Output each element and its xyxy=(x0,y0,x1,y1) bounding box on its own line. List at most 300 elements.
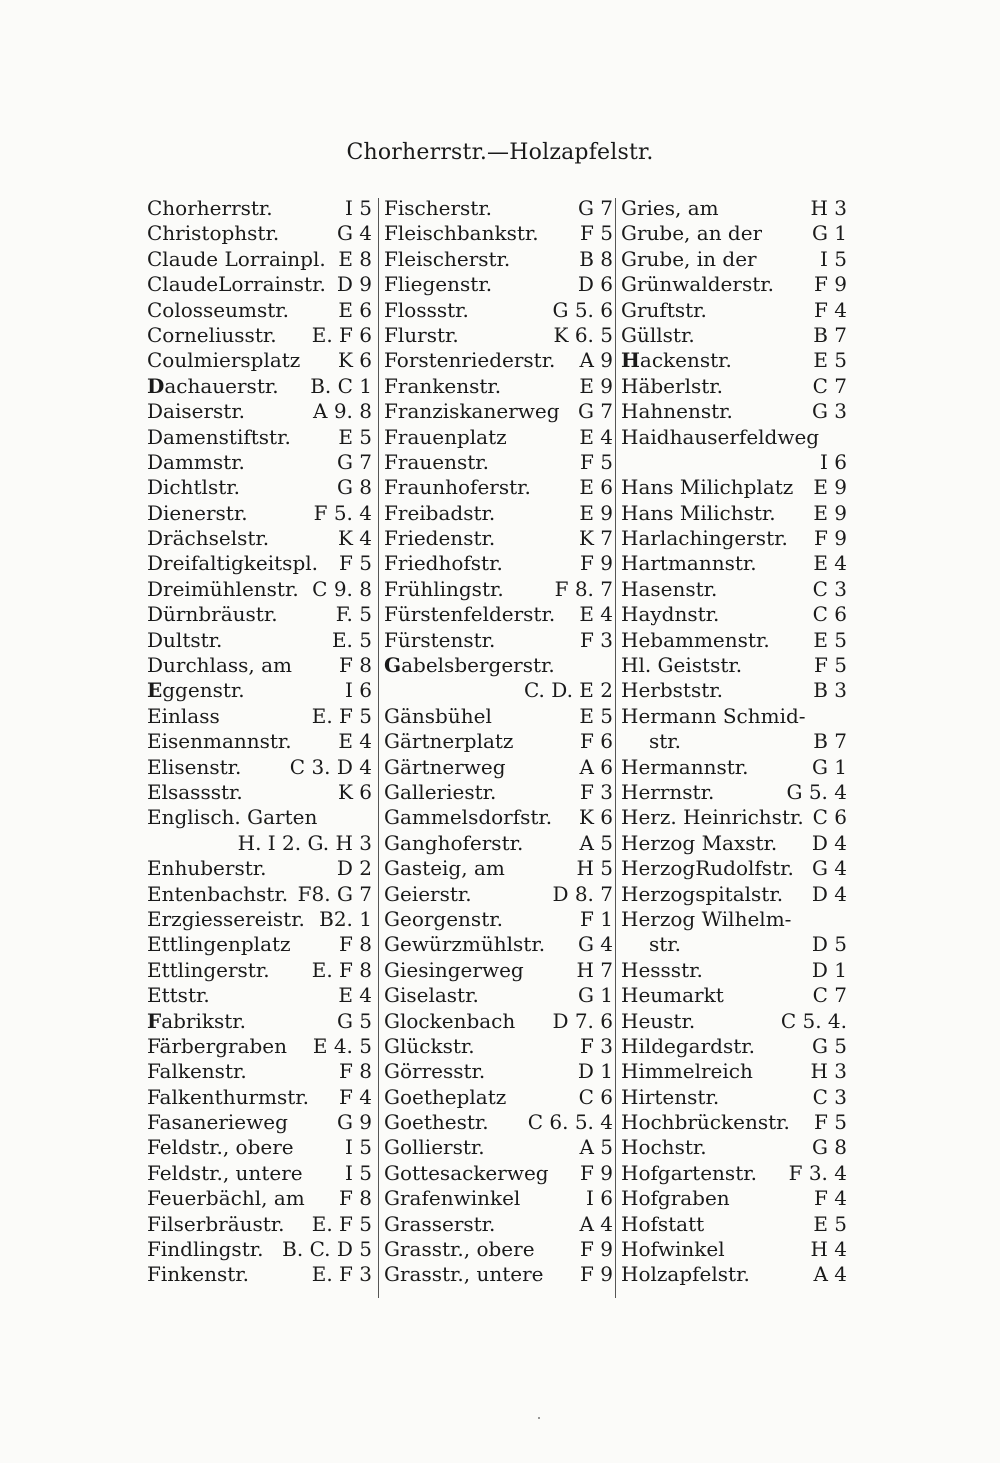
street-name xyxy=(384,399,560,424)
index-entry xyxy=(384,501,613,526)
grid-reference: C 6 xyxy=(578,1084,613,1109)
index-entry xyxy=(147,907,372,932)
street-name-text: Hahnenstr. xyxy=(621,399,733,424)
street-name-text: Freibadstr. xyxy=(384,500,496,525)
grid-reference: D 7. 6 xyxy=(552,1008,613,1033)
street-name-text: Ettstr. xyxy=(147,983,210,1008)
street-name-text: Durchlass, am xyxy=(147,653,293,678)
grid-reference: A 5 xyxy=(579,1135,613,1160)
grid-reference: F 9 xyxy=(580,1160,613,1185)
street-name xyxy=(147,704,220,729)
grid-reference: G 7 xyxy=(577,399,613,424)
street-name-text: Fasanerieweg xyxy=(147,1110,288,1135)
index-entry xyxy=(621,196,847,221)
street-name xyxy=(147,450,245,475)
street-name-text: Hofwinkel xyxy=(621,1237,725,1262)
street-name-text: Frauenstr. xyxy=(384,449,489,474)
street-name-text: Gottesackerweg xyxy=(384,1160,549,1185)
index-entry xyxy=(384,805,613,830)
grid-reference: D 1 xyxy=(811,957,847,982)
street-name xyxy=(621,628,770,653)
index-entry xyxy=(621,221,847,246)
index-entry xyxy=(621,602,847,627)
street-name-text: ggenstr. xyxy=(162,678,245,703)
street-name-text: Feldstr., untere xyxy=(147,1160,303,1185)
street-name-text: Heumarkt xyxy=(621,983,724,1008)
index-entry xyxy=(147,247,372,272)
street-name xyxy=(384,856,505,881)
index-entry xyxy=(384,628,613,653)
grid-reference: F 3 xyxy=(580,1033,613,1058)
index-entry xyxy=(621,1085,847,1110)
street-name xyxy=(384,1009,515,1034)
index-entry xyxy=(147,272,372,297)
street-name xyxy=(147,958,270,983)
grid-reference: F 9 xyxy=(814,272,847,297)
index-entry xyxy=(147,1009,372,1034)
grid-reference: G 8 xyxy=(336,475,372,500)
street-name xyxy=(384,450,489,475)
street-name xyxy=(621,374,723,399)
street-name-text: Gänsbühel xyxy=(384,703,492,728)
street-name xyxy=(384,704,492,729)
street-name xyxy=(621,1237,725,1262)
street-name xyxy=(147,983,210,1008)
street-name-text: Flurstr. xyxy=(384,322,459,347)
street-name-text: Gewürzmühlstr. xyxy=(384,932,546,957)
grid-reference: I 5 xyxy=(345,196,372,220)
index-entry xyxy=(384,755,613,780)
grid-reference: F 3 xyxy=(580,779,613,804)
grid-reference: I 5 xyxy=(820,246,847,271)
street-name-text: Goethestr. xyxy=(384,1110,489,1135)
index-entry xyxy=(147,501,372,526)
index-entry xyxy=(147,678,372,703)
street-name-text: Herbststr. xyxy=(621,678,723,703)
grid-reference: G 5 xyxy=(336,1008,372,1033)
index-entry xyxy=(621,298,847,323)
grid-reference: F 8 xyxy=(339,1059,372,1084)
street-name-text: str. xyxy=(649,932,682,957)
street-name-text: Hochbrückenstr. xyxy=(621,1110,790,1135)
street-name-text: Claude Lorrainpl. xyxy=(147,246,326,271)
street-name-text: Grasstr., obere xyxy=(384,1237,535,1262)
street-name xyxy=(147,577,299,602)
street-name xyxy=(384,628,495,653)
index-entry xyxy=(621,348,847,373)
street-name xyxy=(384,1085,506,1110)
street-name xyxy=(384,729,513,754)
index-entry xyxy=(147,298,372,323)
index-entry xyxy=(147,755,372,780)
street-name-text: Ettlingerstr. xyxy=(147,957,270,982)
index-entry xyxy=(384,577,613,602)
index-entry xyxy=(384,907,613,932)
index-entry xyxy=(147,196,372,221)
index-entry xyxy=(384,932,613,957)
street-name-text: Grube, an der xyxy=(621,221,763,246)
grid-reference: E 5 xyxy=(813,348,847,373)
street-name-text: Flossstr. xyxy=(384,297,469,322)
section-initial: D xyxy=(147,373,165,398)
grid-reference: C 7 xyxy=(812,983,847,1008)
index-entry xyxy=(147,932,372,957)
street-name-text: Dürnbräustr. xyxy=(147,602,278,627)
index-entry xyxy=(384,374,613,399)
grid-reference: C 6 xyxy=(812,805,847,830)
street-name xyxy=(621,1135,707,1160)
index-column-2 xyxy=(384,196,613,1288)
street-name-text: Frauenplatz xyxy=(384,424,507,449)
grid-reference: E 4 xyxy=(813,551,847,576)
grid-reference: F 4 xyxy=(814,297,847,322)
index-entry xyxy=(621,399,847,424)
index-entry xyxy=(147,1212,372,1237)
street-name-text: Corneliusstr. xyxy=(147,322,277,347)
street-name xyxy=(147,1110,288,1135)
index-entry xyxy=(621,704,847,729)
street-name-text: Eisenmannstr. xyxy=(147,729,292,754)
index-entry xyxy=(621,831,847,856)
street-name-text: Coulmiersplatz xyxy=(147,348,301,373)
grid-reference: F 9 xyxy=(580,551,613,576)
street-name-text: Himmelreich xyxy=(621,1059,753,1084)
street-name xyxy=(649,932,681,957)
street-name xyxy=(384,425,507,450)
street-name-text: Goetheplatz xyxy=(384,1084,507,1109)
grid-reference: F 4 xyxy=(339,1084,372,1109)
grid-reference: F 4 xyxy=(814,1186,847,1211)
street-name xyxy=(147,1085,309,1110)
street-name xyxy=(147,298,289,323)
index-entry xyxy=(621,628,847,653)
grid-reference: I 6 xyxy=(820,449,847,474)
street-name xyxy=(621,1085,719,1110)
grid-reference: F 5 xyxy=(814,1110,847,1135)
street-name-text: Grube, in der xyxy=(621,246,757,271)
index-entry xyxy=(621,323,847,348)
index-entry xyxy=(621,678,847,703)
street-name-text: Hebammenstr. xyxy=(621,627,770,652)
street-name xyxy=(621,501,776,526)
street-name xyxy=(147,348,300,373)
street-name xyxy=(147,323,277,348)
street-name-text: Galleriestr. xyxy=(384,779,497,804)
street-name xyxy=(621,805,804,830)
street-name-text: Hofstatt xyxy=(621,1211,705,1236)
index-entry xyxy=(621,475,847,500)
street-name xyxy=(147,907,305,932)
street-name-text: Englisch. Garten xyxy=(147,805,318,830)
grid-reference: D 2 xyxy=(336,856,372,881)
street-name xyxy=(384,1110,489,1135)
street-name xyxy=(384,958,524,983)
grid-reference: F 5 xyxy=(814,653,847,678)
street-name-text: Herzog Wilhelm- xyxy=(621,906,792,931)
street-name-text: Gruftstr. xyxy=(621,297,707,322)
column-divider xyxy=(378,198,379,1298)
index-entry xyxy=(384,298,613,323)
grid-reference: K 4 xyxy=(337,526,372,551)
street-name xyxy=(384,1186,520,1211)
street-name-text: Feldstr., obere xyxy=(147,1135,294,1160)
street-name-text: Falkenstr. xyxy=(147,1059,247,1084)
grid-reference: D 6 xyxy=(577,272,613,297)
street-name xyxy=(147,1135,294,1160)
index-entry xyxy=(621,907,847,932)
street-name xyxy=(384,1034,475,1059)
street-name xyxy=(384,1135,485,1160)
grid-reference: F 5 xyxy=(339,551,372,576)
index-entry xyxy=(147,551,372,576)
street-name-text: Haydnstr. xyxy=(621,602,720,627)
grid-reference: C 6. 5. 4 xyxy=(527,1110,613,1135)
index-entry xyxy=(147,958,372,983)
street-name xyxy=(621,602,719,627)
grid-reference: A 4 xyxy=(813,1262,847,1287)
street-name-text: Ganghoferstr. xyxy=(384,830,524,855)
grid-reference: F 5 xyxy=(580,449,613,474)
street-name xyxy=(147,1237,263,1262)
street-name xyxy=(384,882,472,907)
grid-reference: I 5 xyxy=(345,1135,372,1160)
street-name xyxy=(147,247,326,272)
index-entry xyxy=(147,475,372,500)
grid-reference: F 5. 4 xyxy=(313,500,372,525)
grid-reference: E. F 5 xyxy=(311,703,372,728)
grid-reference: H 7 xyxy=(576,957,613,982)
grid-reference: F 1 xyxy=(580,906,613,931)
street-name-text: Gärtnerweg xyxy=(384,754,506,779)
street-name-text: Gries, am xyxy=(621,196,719,220)
index-entry xyxy=(621,1186,847,1211)
street-name-text: Harlachingerstr. xyxy=(621,526,788,551)
street-name xyxy=(621,1161,757,1186)
street-name-text: Holzapfelstr. xyxy=(621,1262,750,1287)
street-name xyxy=(384,1237,535,1262)
street-name-text: Franziskanerweg xyxy=(384,399,560,424)
grid-reference: D 4 xyxy=(811,881,847,906)
index-entry xyxy=(621,1135,847,1160)
street-name xyxy=(147,882,288,907)
index-entry xyxy=(621,551,847,576)
street-name xyxy=(384,323,459,348)
index-entry xyxy=(147,1186,372,1211)
grid-reference: G 5 xyxy=(811,1033,847,1058)
street-name-text: Frühlingstr. xyxy=(384,576,504,601)
street-name xyxy=(384,475,531,500)
index-entry xyxy=(147,780,372,805)
street-name-text: Giesingerweg xyxy=(384,957,524,982)
street-name xyxy=(384,780,496,805)
street-name-text: Güllstr. xyxy=(621,322,695,347)
grid-reference: B. C 1 xyxy=(310,373,372,398)
print-speck xyxy=(538,1417,540,1419)
grid-reference: F 9 xyxy=(814,526,847,551)
street-name-text: Giselastr. xyxy=(384,983,479,1008)
street-name xyxy=(621,196,719,221)
index-entry xyxy=(147,882,372,907)
index-entry xyxy=(384,323,613,348)
index-entry xyxy=(147,323,372,348)
grid-reference: E. 5 xyxy=(331,627,372,652)
grid-reference: E 4 xyxy=(579,602,613,627)
index-entry xyxy=(384,958,613,983)
street-name xyxy=(147,374,279,399)
street-name xyxy=(147,602,278,627)
street-name xyxy=(384,1212,495,1237)
street-name-text: Görresstr. xyxy=(384,1059,486,1084)
street-name-text: Hl. Geiststr. xyxy=(621,653,743,678)
street-name-text: Haidhauserfeldweg xyxy=(621,424,820,449)
index-entry xyxy=(621,450,847,475)
index-entry xyxy=(147,1110,372,1135)
index-entry xyxy=(384,1237,613,1262)
index-entry xyxy=(621,983,847,1008)
grid-reference: E 9 xyxy=(813,475,847,500)
street-name xyxy=(621,1059,753,1084)
street-name-text: Hochstr. xyxy=(621,1135,707,1160)
street-name-text: Herzogspitalstr. xyxy=(621,881,784,906)
index-entry xyxy=(147,1161,372,1186)
street-name xyxy=(384,983,479,1008)
index-entry xyxy=(384,221,613,246)
street-name xyxy=(384,1262,544,1287)
grid-reference: H 3 xyxy=(810,196,847,220)
grid-reference: E 5 xyxy=(579,703,613,728)
grid-reference: G 1 xyxy=(577,983,613,1008)
street-name xyxy=(621,1009,695,1034)
street-name xyxy=(621,221,762,246)
street-name xyxy=(147,425,291,450)
street-name-text: Glückstr. xyxy=(384,1033,475,1058)
index-entry xyxy=(384,196,613,221)
street-name xyxy=(384,348,555,373)
street-name xyxy=(621,1110,790,1135)
index-entry xyxy=(147,704,372,729)
street-name xyxy=(621,831,777,856)
grid-reference: G 7 xyxy=(336,449,372,474)
grid-reference: A 5 xyxy=(579,830,613,855)
grid-reference: C. D. E 2 xyxy=(523,678,613,703)
grid-reference: E 4. 5 xyxy=(312,1033,372,1058)
street-name-text: Hildegardstr. xyxy=(621,1033,755,1058)
street-name xyxy=(147,932,291,957)
street-name-text: Herzog Maxstr. xyxy=(621,830,778,855)
index-entry xyxy=(621,1212,847,1237)
street-name xyxy=(621,272,774,297)
grid-reference: F 8 xyxy=(339,1186,372,1211)
index-entry xyxy=(384,450,613,475)
street-name xyxy=(384,551,503,576)
index-entry xyxy=(384,272,613,297)
section-initial: F xyxy=(147,1008,162,1033)
index-entry xyxy=(147,1262,372,1287)
street-name-text: Hans Milichplatz xyxy=(621,475,794,500)
index-entry xyxy=(384,780,613,805)
grid-reference: D 4 xyxy=(811,830,847,855)
street-name xyxy=(384,577,504,602)
street-name-text: Grünwalderstr. xyxy=(621,272,774,297)
street-name xyxy=(621,1212,704,1237)
street-name xyxy=(384,932,545,957)
street-name xyxy=(147,1186,305,1211)
street-name xyxy=(147,729,292,754)
grid-reference: E 5 xyxy=(813,1211,847,1236)
index-entry xyxy=(147,653,372,678)
index-entry xyxy=(147,831,372,856)
section-initial: G xyxy=(384,653,402,678)
street-name xyxy=(621,425,819,450)
index-entry xyxy=(384,856,613,881)
street-name xyxy=(621,1186,730,1211)
street-name-text: Einlass xyxy=(147,703,220,728)
grid-reference: I 6 xyxy=(586,1186,613,1211)
index-entry xyxy=(621,805,847,830)
grid-reference: E 9 xyxy=(579,373,613,398)
index-entry xyxy=(384,1059,613,1084)
index-entry xyxy=(384,1262,613,1287)
index-entry xyxy=(621,1059,847,1084)
grid-reference: E. F 3 xyxy=(311,1262,372,1287)
grid-reference: F 9 xyxy=(580,1262,613,1287)
index-entry xyxy=(621,1034,847,1059)
street-name xyxy=(147,221,279,246)
index-entry xyxy=(147,1135,372,1160)
index-entry xyxy=(384,729,613,754)
street-name xyxy=(384,755,506,780)
grid-reference: A 6 xyxy=(579,754,613,779)
grid-reference: D 8. 7 xyxy=(552,881,613,906)
index-entry xyxy=(384,653,613,678)
street-name-text: Grasstr., untere xyxy=(384,1262,544,1287)
index-entry xyxy=(384,678,613,703)
street-name xyxy=(621,704,806,729)
index-entry xyxy=(147,374,372,399)
street-name xyxy=(621,856,794,881)
street-name xyxy=(621,298,707,323)
street-name-text: Fleischbankstr. xyxy=(384,221,539,246)
street-name-text: Dreifaltigkeitspl. xyxy=(147,551,318,576)
index-entry xyxy=(147,1237,372,1262)
street-name xyxy=(384,907,503,932)
index-entry xyxy=(384,1085,613,1110)
street-name xyxy=(384,374,501,399)
street-name-text: abrikstr. xyxy=(161,1008,247,1033)
street-name xyxy=(621,323,695,348)
index-entry xyxy=(621,1161,847,1186)
street-name xyxy=(147,551,318,576)
street-name xyxy=(147,628,222,653)
grid-reference: K 6 xyxy=(578,805,613,830)
street-name xyxy=(147,399,245,424)
index-column-1 xyxy=(147,196,372,1288)
street-name xyxy=(147,1262,249,1287)
street-name xyxy=(147,856,266,881)
grid-reference: G 5. 6 xyxy=(552,297,613,322)
index-entry xyxy=(384,425,613,450)
street-name xyxy=(384,653,555,678)
street-name xyxy=(649,729,681,754)
street-name-text: Fürstenfelderstr. xyxy=(384,602,556,627)
grid-reference: H 4 xyxy=(810,1237,847,1262)
index-entry xyxy=(147,628,372,653)
street-name xyxy=(384,805,552,830)
grid-reference: G 4 xyxy=(336,221,372,246)
index-entry xyxy=(147,425,372,450)
grid-reference: E 6 xyxy=(338,297,372,322)
street-name-text: Christophstr. xyxy=(147,221,280,246)
